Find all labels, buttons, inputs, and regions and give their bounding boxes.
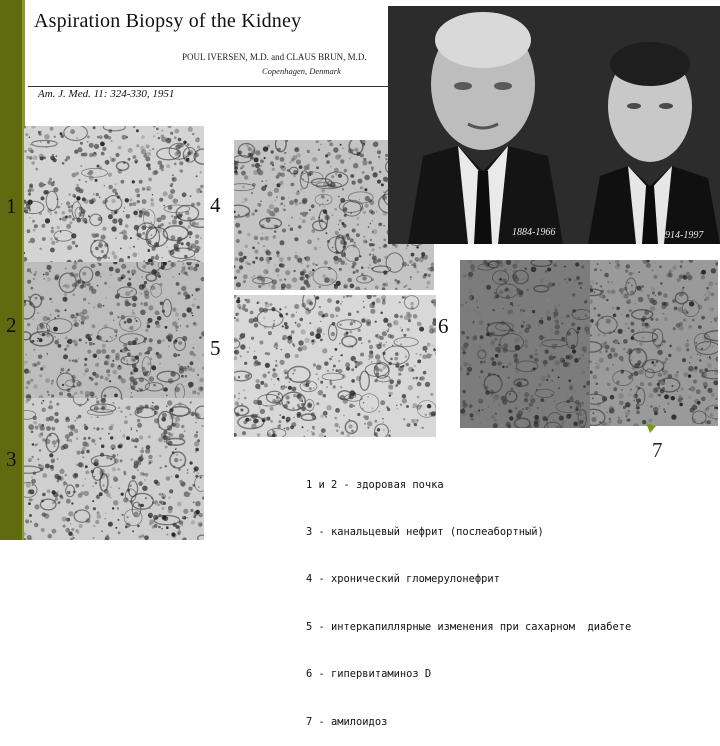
portrait-photo	[388, 6, 720, 244]
article-title: Aspiration Biopsy of the Kidney	[34, 10, 302, 32]
panel-number-3: 3	[6, 447, 17, 471]
header-divider	[28, 86, 388, 87]
panel-number-4: 4	[210, 193, 221, 217]
micrograph-6	[460, 260, 590, 428]
panel-number-1: 1	[6, 194, 17, 218]
legend-item: 4 - хронический гломерулонефрит	[306, 573, 500, 586]
micrograph-1	[24, 126, 204, 264]
micrograph-3	[24, 398, 204, 540]
legend-item: 5 - интеркапиллярные изменения при сахарном диабете	[306, 620, 632, 633]
legend-item: 3 - канальцевый нефрит (послеабортный)	[306, 525, 544, 538]
legend-item: 6 - гипервитаминоз D	[306, 668, 432, 681]
portrait-right-years: 1914-1997	[660, 230, 704, 241]
panel-number-7: 7	[652, 438, 663, 462]
micrograph-7	[590, 260, 718, 426]
arrow-icon	[646, 423, 656, 433]
legend-item: 1 и 2 - здоровая почка	[306, 478, 444, 491]
article-place: Copenhagen, Denmark	[262, 66, 341, 76]
micrograph-2	[24, 262, 204, 398]
micrograph-5	[234, 295, 436, 437]
panel-number-2: 2	[6, 313, 17, 337]
article-authors: POUL IVERSEN, M.D. and CLAUS BRUN, M.D.	[182, 52, 367, 62]
panel-number-5: 5	[210, 336, 221, 360]
article-citation: Am. J. Med. 11: 324-330, 1951	[38, 88, 175, 100]
portrait-left-years: 1884-1966	[512, 227, 556, 238]
legend-item: 7 - амилоидоз	[306, 715, 388, 728]
panel-number-6: 6	[438, 314, 449, 338]
legend	[306, 446, 631, 746]
